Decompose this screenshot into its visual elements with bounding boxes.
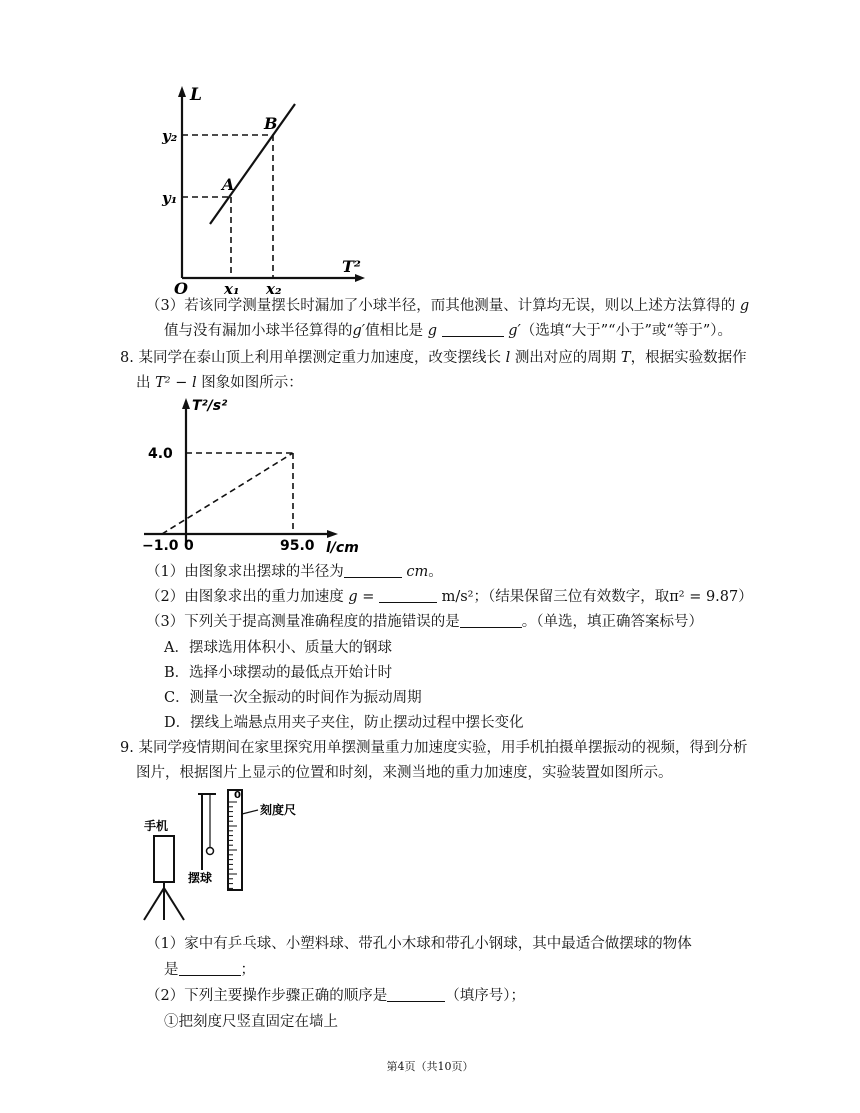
q8-sub2-note: ；（结果保留三位有效数字，取 — [473, 589, 670, 605]
q9-sub2-note: （填序号）； — [445, 988, 525, 1004]
phone-label: 手机 — [144, 819, 169, 833]
q8-sub1-text: （1）由图象求出摆球的半径为 — [146, 564, 344, 580]
g-equals: g = — [348, 589, 375, 605]
q9-sub1-text: （1）家中有乒乓球、小塑料球、带孔小木球和带孔小钢球，其中最适合做摆球的物体 — [146, 936, 692, 952]
y1-label: y₁ — [162, 189, 178, 207]
unit-cm: cm — [406, 564, 429, 580]
ruler-zero-label: 0 — [234, 790, 241, 801]
page-footer: 第4页（共10页） — [386, 1060, 474, 1073]
answer-blank[interactable] — [460, 613, 522, 628]
ball-label: 摆球 — [188, 871, 213, 885]
option-b[interactable] — [164, 663, 392, 683]
q9-sub1-line1 — [146, 934, 692, 954]
q8-text-d: 出 — [136, 375, 151, 391]
q9-text-2: 图片，根据图片上显示的位置和时刻，来测当地的重力加速度，实验装置如图所示。 — [136, 765, 673, 781]
q8-line1 — [120, 348, 747, 368]
q8-sub2 — [146, 587, 753, 607]
option-d-text: D．摆线上端悬点用夹子夹住，防止摆动过程中摆长变化 — [164, 715, 524, 731]
q8-sub3 — [146, 612, 703, 632]
pendulum-setup-figure — [136, 784, 326, 924]
t2-axis-label: T² — [342, 257, 361, 276]
g-symbol: g — [427, 323, 437, 339]
q7-sub3-line2 — [164, 321, 732, 341]
t2-axis-label: T²/s² — [192, 398, 228, 414]
q7-sub3-text3: 值相比是 — [365, 323, 424, 339]
answer-blank[interactable] — [344, 563, 402, 578]
l-t2-graph — [160, 82, 370, 294]
q8-line2 — [136, 373, 303, 393]
q8-text-c: ，根据实验数据作 — [630, 350, 747, 366]
t2-l-graph — [140, 394, 370, 554]
option-d[interactable] — [164, 713, 524, 733]
step1-text: ①把刻度尺竖直固定在墙上 — [164, 1014, 338, 1030]
g-prime-symbol: g′ — [352, 323, 366, 339]
x1-label: x₁ — [224, 280, 240, 294]
answer-blank[interactable] — [379, 588, 437, 603]
origin-label: O — [174, 279, 188, 294]
x2-label: x₂ — [266, 280, 282, 294]
ruler-ticks — [228, 802, 237, 888]
q8-text-e: 图象如图所示： — [201, 375, 303, 391]
q8-sub1-end: 。 — [428, 564, 443, 580]
q7-sub3-text: （3）若该同学测量摆长时漏加了小球半径，而其他测量、计算均无误，则以上述方法算得的 — [146, 298, 736, 314]
q9-step1 — [164, 1012, 338, 1032]
y-tick-4: 4.0 — [148, 446, 173, 462]
pi-value: π² = 9.87 — [669, 589, 739, 605]
x-tick-0: 0 — [184, 538, 194, 554]
q9-sub1-line2 — [164, 960, 255, 980]
q9-sub1-end: ； — [240, 962, 255, 978]
q8-text-b: 测出对应的周期 — [514, 350, 617, 366]
option-a-text: A．摆球选用体积小、质量大的钢球 — [164, 640, 392, 656]
t2-l-expression: T² − l — [155, 375, 197, 391]
ruler-label: 刻度尺 — [260, 803, 297, 817]
unit-m-s2: m/s² — [441, 589, 474, 605]
option-b-text: B．选择小球摆动的最低点开始计时 — [164, 665, 393, 681]
x-tick-neg1: −1.0 — [142, 538, 179, 554]
point-a-label: A — [222, 175, 235, 194]
q8-sub3-text: （3）下列关于提高测量准确程度的措施错误的是 — [146, 614, 460, 630]
l-axis-label: L — [190, 85, 202, 105]
q8-sub1 — [146, 562, 443, 582]
l-symbol: l — [505, 350, 511, 366]
q9-line1 — [120, 738, 747, 758]
q9-text: 9. 某同学疫情期间在家里探究用单摆测量重力加速度实验，用手机拍摄单摆振动的视频，得到分析 — [120, 740, 748, 756]
l-cm-axis-label: l/cm — [326, 540, 359, 554]
q7-sub3-line1 — [146, 296, 749, 316]
answer-blank[interactable] — [442, 322, 504, 337]
g-prime-symbol: g′ — [508, 323, 521, 339]
x-tick-95: 95.0 — [280, 538, 315, 554]
q7-sub3-hint: （选填“大于”“小于”或“等于”）。 — [520, 323, 733, 339]
g-symbol: g — [739, 298, 750, 314]
q8-sub3-note: 。（单选，填正确答案标号） — [521, 614, 703, 630]
option-c[interactable] — [164, 688, 422, 708]
answer-blank[interactable] — [179, 961, 241, 976]
y2-label: y₂ — [162, 127, 178, 145]
q9-sub2-text: （2）下列主要操作步骤正确的顺序是 — [146, 988, 388, 1004]
option-c-text: C．测量一次全振动的时间作为振动周期 — [164, 690, 422, 706]
t-symbol: T — [620, 350, 631, 366]
option-a[interactable] — [164, 638, 392, 658]
point-b-label: B — [264, 114, 278, 133]
q8-sub2-text: （2）由图象求出的重力加速度 — [146, 589, 344, 605]
q8-text: 8. 某同学在泰山顶上利用单摆测定重力加速度，改变摆线长 — [120, 350, 501, 366]
q8-sub2-end: ） — [738, 589, 753, 605]
q9-sub1-text-2: 是 — [164, 962, 179, 978]
q9-line2 — [136, 763, 673, 783]
answer-blank[interactable] — [387, 987, 445, 1002]
q9-sub2 — [146, 986, 525, 1006]
q7-sub3-text2: 值与没有漏加小球半径算得的 — [164, 323, 353, 339]
